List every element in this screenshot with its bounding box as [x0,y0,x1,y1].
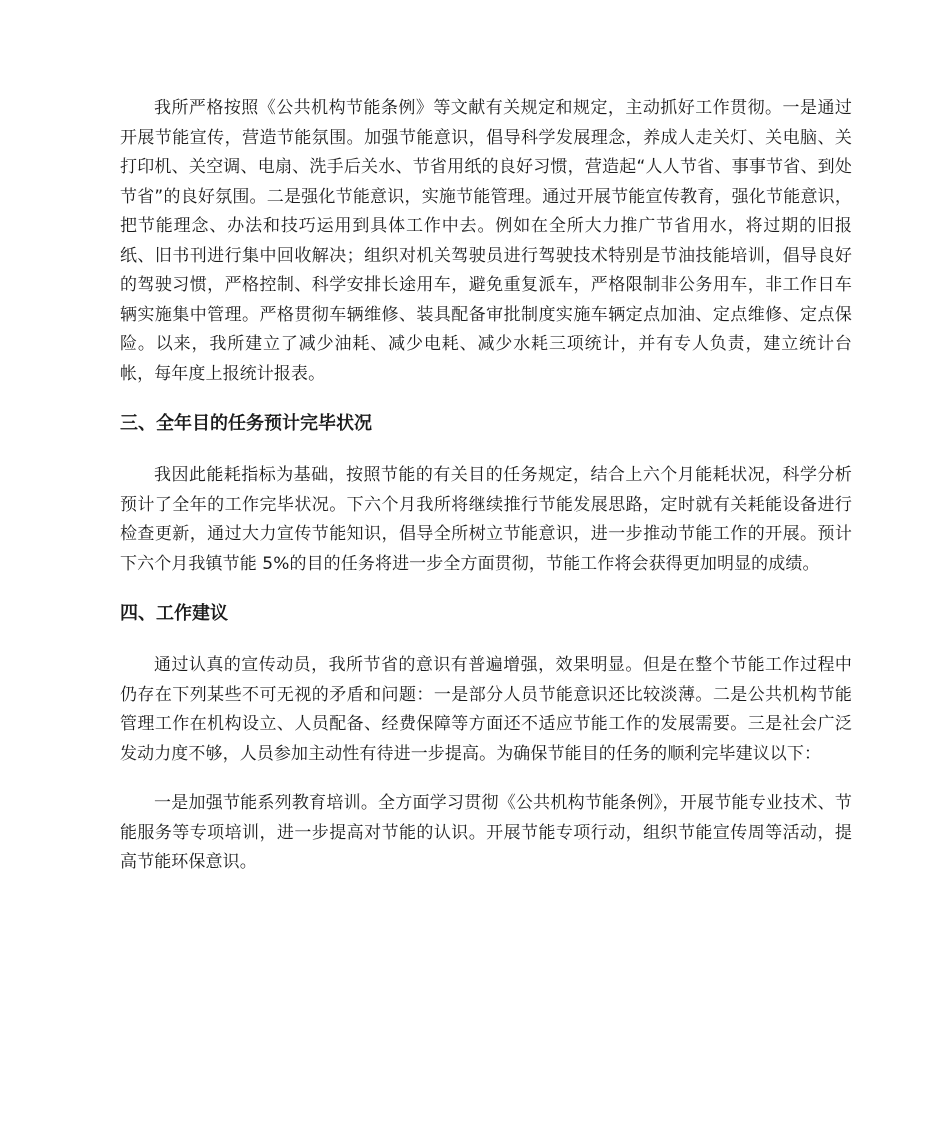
spacer [120,579,852,599]
spacer [120,629,852,651]
document-page [120,94,852,878]
section-heading-annual-targets: 三、全年目的任务预计完毕状况 [120,413,372,434]
spacer [120,389,852,409]
spacer [120,769,852,789]
spacer [120,439,852,461]
section-heading-work-suggestions: 四、工作建议 [120,603,228,624]
paragraph-energy-saving-measures: 我所严格按照《公共机构节能条例》等文献有关规定和规定，主动抓好工作贯彻。一是通过开展节能宣传，营造节能氛围。加强节能意识，倡导科学发展理念，养成人走关灯、关电脑、关打印机、关空调、电扇、洗手后关水、节省用纸的良好习惯，营造起“人人节省、事事节省、到处节省”的良好氛围。二是强化节能意识，实施节能管理。通过开展节能宣传教育，强化节能意识，把节能理念、办法和技巧运用到具体工作中去。例如在全所大力推广节省用水，将过期的旧报纸、旧书刊进行集中回收解决；组织对机关驾驶员进行驾驶技术特别是节油技能培训，倡导良好的驾驶习惯，严格控制、科学安排长途用车，避免重复派车，严格限制非公务用车，非工作日车辆实施集中管理。严格贯彻车辆维修、装具配备审批制度实施车辆定点加油、定点维修、定点保险。以来，我所建立了减少油耗、减少电耗、减少水耗三项统计，并有专人负责，建立统计台帐，每年度上报统计报表。 [120,98,852,384]
paragraph-annual-targets: 我因此能耗指标为基础，按照节能的有关目的任务规定，结合上六个月能耗状况，科学分析预计了全年的工作完毕状况。下六个月我所将继续推行节能发展思路，定时就有关耗能设备进行检查更新，通过大力宣传节能知识，倡导全所树立节能意识，进一步推动节能工作的开展。预计下六个月我镇节能 5%的目的任务将进一步全方面贯彻，节能工作将会获得更加明显的成绩。 [120,465,852,574]
paragraph-training-suggestion: 一是加强节能系列教育培训。全方面学习贯彻《公共机构节能条例》，开展节能专业技术、节能服务等专项培训，进一步提高对节能的认识。开展节能专项行动，组织节能宣传周等活动，提高节能环保意识。 [120,793,852,872]
paragraph-work-suggestions: 通过认真的宣传动员，我所节省的意识有普遍增强，效果明显。但是在整个节能工作过程中仍存在下列某些不可无视的矛盾和问题：一是部分人员节能意识还比较淡薄。二是公共机构节能管理工作在机构设立、人员配备、经费保障等方面还不适应节能工作的发展需要。三是社会广泛发动力度不够，人员参加主动性有待进一步提高。为确保节能目的任务的顺利完毕建议以下： [120,655,852,764]
